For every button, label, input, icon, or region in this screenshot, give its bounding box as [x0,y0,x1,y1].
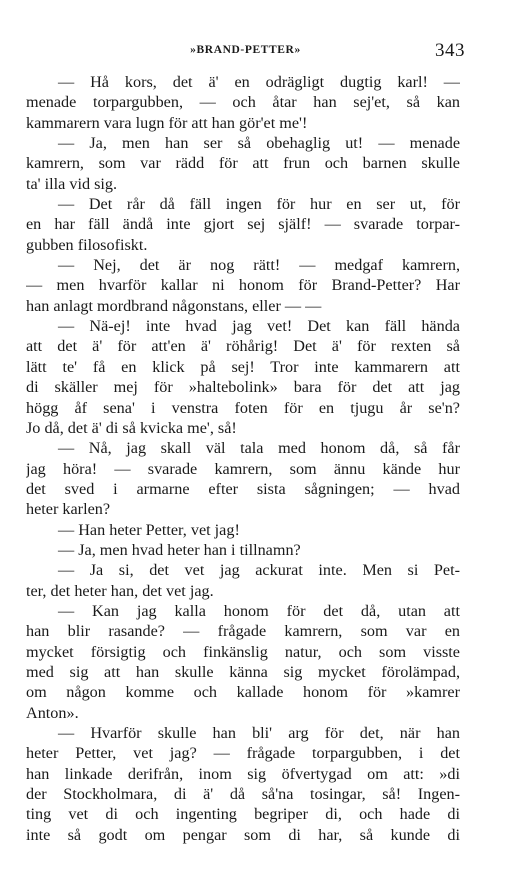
text-line: — Nä-ej! inte hvad jag vet! Det kan fäll hända [58,317,460,336]
page-number: 343 [435,40,465,61]
text-line: — Ja, men han ser så obehaglig ut! — menade [58,134,460,153]
text-line: inte så godt om pengar som di har, så kunde di [26,825,460,844]
text-line: Anton». [26,703,79,722]
text-line: — Ja, men hvad heter han i tillnamn? [58,540,301,559]
text-line: — Hå kors, det ä' en odrägligt dugtig karl! — [58,73,460,91]
text-line: ter, det heter han, det vet jag. [26,581,214,600]
text-line: gubben filosofiskt. [26,235,148,254]
text-line: — Nå, jag skall väl tala med honom då, så får [58,439,460,458]
text-line: menade torpargubben, — och åtar han sej'et, så kan [26,93,460,112]
text-line: di skäller mej för »haltebolink» bara för det att jag [26,378,460,397]
text-line: att det ä' för att'en ä' röhårig! Det ä' för rexten så [26,337,460,356]
text-line: — Kan jag kalla honom för det då, utan att [58,601,460,620]
body-text [26,72,460,845]
text-line: han anlagt mordbrand någonstans, eller — — [26,296,322,315]
text-line: — men hvarför kallar ni honom för Brand-Petter? Har [26,276,460,295]
text-line: jag höra! — svarade kamrern, som ännu kände hur [26,459,460,478]
text-line: heter Petter, vet jag? — frågade torpargubben, i det [26,744,460,763]
text-line: han blir rasande? — frågade kamrern, som var en [26,622,460,641]
text-line: — Ja si, det vet jag ackurat inte. Men si Pet- [58,561,460,580]
text-line: en har fäll ändå inte gjort sej själf! — svarade torpar- [26,215,460,234]
text-line: — Han heter Petter, vet jag! [58,520,240,539]
text-line: ta' illa vid sig. [26,174,118,193]
text-line: lätt te' få en klick på sej! Tror inte kammarern att [26,357,460,376]
text-line: om någon komme och kallade honom för »kamrer [26,683,460,702]
text-line: der Stockholmara, di ä' då så'na tosingar, så! Ingen- [26,785,460,804]
text-line: högg åf sena' i venstra foten för en tjugu år se'n? [26,398,460,417]
text-line: Jo då, det ä' di så kvicka me', så! [26,418,237,437]
text-line: — Det rår då fäll ingen för hur en ser ut, för [58,195,460,214]
text-line: — Nej, det är nog rätt! — medgaf kamrern, [58,256,460,275]
text-line: han linkade derifrån, inom sig öfvertygad om att: »di [26,764,460,783]
text-line: kamrern, som var rädd för att frun och barnen skulle [26,154,460,173]
text-line: kammarern vara lugn för att han gör'et me'! [26,113,308,132]
text-line: — Hvarför skulle han bli' arg för det, när han [58,724,460,742]
text-line: ting vet di och ingenting begriper di, och hade di [26,805,460,824]
running-head: »BRAND-PETTER» [190,44,301,56]
page-header [26,40,465,61]
text-line: det sved i armarne efter sista sågningen; — hvad [26,479,460,498]
text-line: mycket försigtig och finkänslig natur, och som visste [26,642,460,661]
text-line: heter karlen? [26,500,111,519]
text-line: med sig att han skulle känna sig mycket förolämpad, [26,662,460,681]
